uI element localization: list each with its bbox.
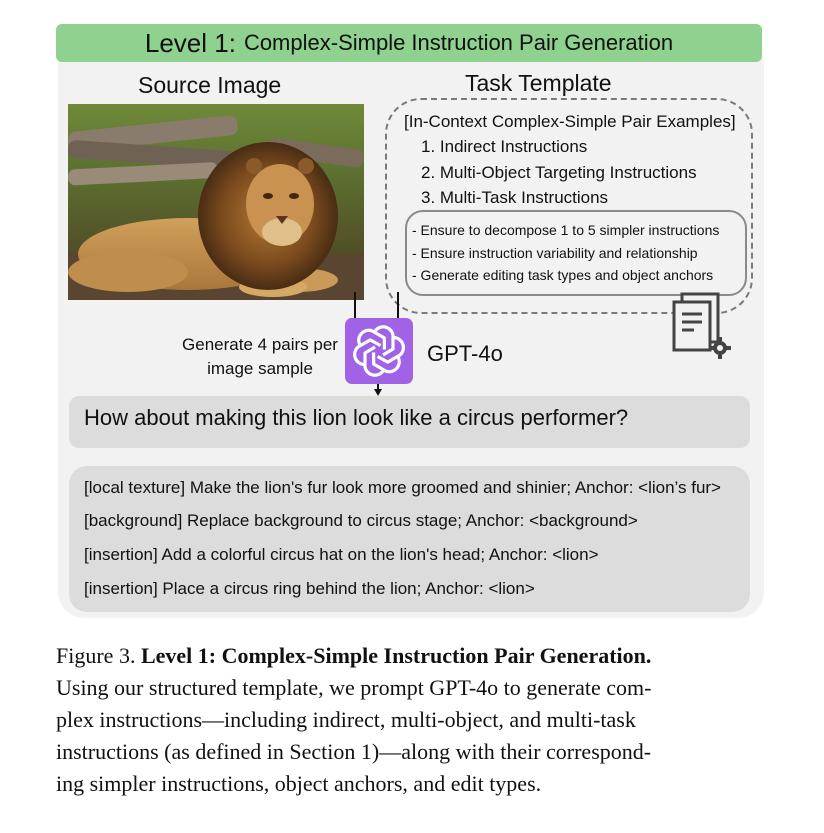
simple-instruction: [insertion] Place a circus ring behind the lion; Anchor: <lion> [84, 579, 535, 598]
caption-prefix: Figure 3. [56, 643, 141, 668]
source-image-label: Source Image [138, 72, 282, 98]
simple-instruction: [local texture] Make the lion's fur look more groomed and shinier; Anchor: <lion’s fur> [84, 478, 721, 497]
template-item: 3. Multi-Task Instructions [421, 188, 609, 207]
caption-line: plex instructions—including indirect, multi-object, and multi-task [56, 707, 636, 732]
level-title: Complex-Simple Instruction Pair Generation [243, 30, 674, 55]
template-item: 2. Multi-Object Targeting Instructions [421, 163, 697, 182]
template-item: 1. Indirect Instructions [421, 137, 588, 156]
caption-title: Level 1: Complex-Simple Instruction Pair Generation. [140, 643, 652, 668]
template-heading: [In-Context Complex-Simple Pair Examples] [404, 112, 736, 131]
generate-note-line1: Generate 4 pairs per [182, 335, 338, 354]
figure-caption [56, 640, 772, 800]
caption-line: ing simpler instructions, object anchors, and edit types. [56, 771, 542, 796]
caption-line: instructions (as defined in Section 1)—along with their correspond- [56, 739, 652, 764]
document-settings-icon [664, 290, 736, 367]
level-title-bar [56, 24, 762, 62]
gpt-logo-tile [345, 318, 413, 384]
task-template-label: Task Template [465, 70, 612, 96]
template-rule: - Ensure to decompose 1 to 5 simpler instructions [412, 222, 720, 238]
level-label: Level 1: [144, 27, 236, 58]
simple-instruction: [background] Replace background to circus stage; Anchor: <background> [84, 511, 638, 530]
gpt-model-label: GPT-4o [427, 341, 503, 366]
generate-note-line2: image sample [207, 359, 313, 378]
caption-line: Using our structured template, we prompt GPT-4o to generate com- [56, 675, 652, 700]
simple-instruction: [insertion] Add a colorful circus hat on the lion's head; Anchor: <lion> [84, 545, 599, 564]
complex-instruction-text: How about making this lion look like a circus performer? [84, 405, 629, 430]
template-rule: - Ensure instruction variability and relationship [412, 245, 698, 261]
openai-icon [345, 318, 413, 384]
source-lion-photo [68, 104, 364, 300]
template-rule: - Generate editing task types and object anchors [412, 267, 714, 283]
